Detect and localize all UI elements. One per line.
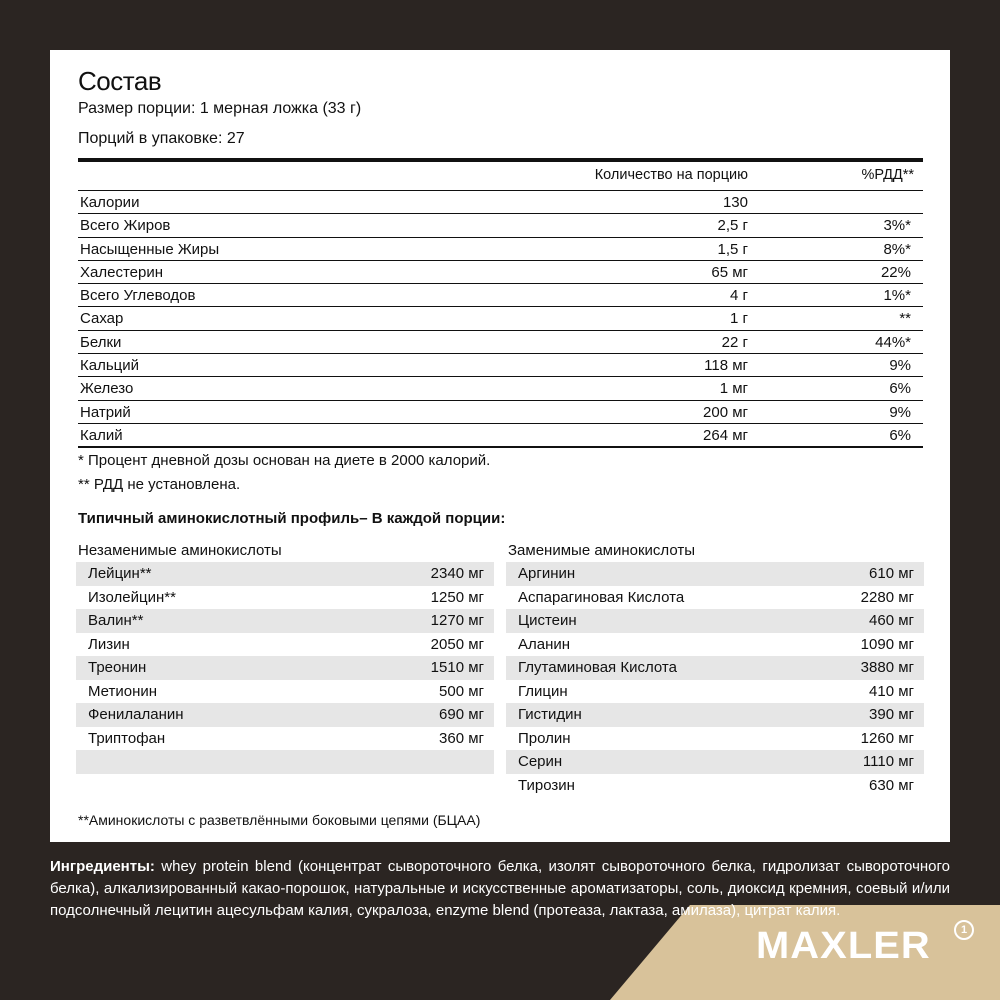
amino-profile-title: Типичный аминокислотный профиль– В каждой порции:: [78, 510, 506, 527]
nutrient-name: Насыщенные Жиры: [80, 240, 220, 258]
nutrient-dv: 1%*: [883, 287, 911, 305]
nutrition-row: [78, 424, 923, 448]
nutrition-row: [78, 331, 923, 354]
amino-row: [506, 774, 924, 798]
nutrition-table: [78, 158, 923, 448]
nutrient-name: Железо: [80, 380, 134, 398]
amino-value: 2340 мг: [430, 565, 484, 582]
amino-value: 690 мг: [439, 706, 484, 723]
ingredients-text: [50, 856, 950, 922]
amino-name: Пролин: [518, 729, 571, 747]
amino-value: 500 мг: [439, 682, 484, 700]
nutrient-name: Халестерин: [80, 263, 163, 281]
amino-name: Триптофан: [88, 729, 166, 747]
essential-amino-heading: Незаменимые аминокислоты: [78, 542, 282, 559]
essential-amino-table: [76, 542, 494, 774]
amino-row: [76, 727, 494, 751]
nutrition-table-body: [78, 191, 923, 448]
maxler-logo: MAXLER: [756, 925, 931, 967]
nutrient-amount: 1 г: [730, 310, 748, 328]
nutrition-table-header: [78, 158, 923, 191]
nutrient-amount: 264 мг: [703, 426, 748, 444]
logo-mark-icon: 1: [954, 920, 974, 940]
amino-name: Глутаминовая Кислота: [518, 659, 677, 676]
composition-panel: [50, 50, 950, 842]
nutrient-amount: 1 мг: [719, 380, 748, 398]
nutrition-row: [78, 191, 923, 214]
amino-value: 460 мг: [869, 612, 914, 629]
amino-row: [506, 633, 924, 657]
amino-value: 1260 мг: [860, 729, 914, 747]
amino-row: [506, 703, 924, 727]
amino-row: [76, 680, 494, 704]
nutrient-dv: 9%: [889, 357, 911, 375]
amino-name: Лизин: [88, 635, 130, 653]
amino-value: 1110 мг: [862, 753, 914, 770]
essential-amino-rows: [76, 562, 494, 774]
amino-value: 1090 мг: [860, 635, 914, 653]
nutrient-dv: 6%: [889, 426, 911, 444]
amino-value: 2050 мг: [430, 635, 484, 653]
nutrient-name: Белки: [80, 333, 122, 351]
ingredients-label: Ингредиенты:: [50, 858, 155, 875]
amino-name: Аланин: [518, 635, 571, 653]
nonessential-amino-heading: Заменимые аминокислоты: [508, 542, 696, 559]
nutrient-amount: 2,5 г: [717, 217, 748, 235]
nutrient-name: Калий: [80, 426, 123, 444]
amino-row: [76, 609, 494, 633]
amino-value: 360 мг: [439, 729, 484, 747]
dv-column-header: %РДД**: [861, 167, 914, 183]
nutrition-row: [78, 214, 923, 237]
nutrient-name: Всего Углеводов: [80, 287, 196, 305]
amino-row: [506, 656, 924, 680]
nutrient-name: Сахар: [80, 310, 124, 328]
servings-per-container: Порций в упаковке: 27: [78, 130, 245, 147]
nutrition-row: [78, 261, 923, 284]
amino-row: [76, 586, 494, 610]
amino-name: Серин: [518, 753, 563, 770]
nutrient-amount: 200 мг: [703, 403, 748, 421]
amino-value: 610 мг: [869, 565, 914, 582]
amino-value: 2280 мг: [860, 588, 914, 606]
amino-row: [76, 656, 494, 680]
amino-row: [76, 703, 494, 727]
amino-value: 390 мг: [869, 706, 914, 723]
page-title: Состав: [78, 66, 162, 96]
nutrition-row: [78, 354, 923, 377]
nutrition-row: [78, 238, 923, 261]
amino-name: Метионин: [88, 682, 158, 700]
nutrient-dv: **: [899, 310, 911, 328]
nutrition-row: [78, 377, 923, 400]
nutrient-name: Всего Жиров: [80, 217, 171, 235]
amino-name: Гистидин: [518, 706, 582, 723]
amino-value: 1510 мг: [430, 659, 484, 676]
nonessential-amino-rows: [506, 562, 924, 797]
ingredients-list: whey protein blend (концентрат сывороточного белка, изолят сывороточного белка, гидролизат сывороточного белка), алкализированный какао-порошок, натуральные и искусственные ароматизаторы, соль, диоксид кремния, соевый и/или подсолнечный лецитин ацесульфам калия, сукралоза, enzyme blend (протеаза, лактаза, амилаза), цитрат калия.: [50, 858, 950, 919]
amino-row: [506, 750, 924, 774]
amino-name: Глицин: [518, 682, 568, 700]
amino-name: Треонин: [88, 659, 147, 676]
nutrient-name: Кальций: [80, 357, 139, 375]
bcaa-footnote: **Аминокислоты с разветвлёнными боковыми цепями (БЦАА): [78, 812, 481, 828]
amino-name: Лейцин**: [88, 565, 152, 582]
nutrient-dv: 6%: [889, 380, 911, 398]
amino-value: 410 мг: [869, 682, 914, 700]
nutrient-name: Натрий: [80, 403, 131, 421]
amino-name: Цистеин: [518, 612, 577, 629]
footnote-daily-value: * Процент дневной дозы основан на диете в 2000 калорий.: [78, 452, 491, 469]
serving-size: Размер порции: 1 мерная ложка (33 г): [78, 100, 362, 117]
amino-row: [506, 680, 924, 704]
nutrient-amount: 118 мг: [704, 357, 748, 375]
footnote-rdd: ** РДД не установлена.: [78, 476, 241, 493]
nutrient-amount: 4 г: [730, 287, 748, 305]
amount-column-header: Количество на порцию: [594, 167, 748, 183]
nutrient-amount: 130: [722, 194, 748, 211]
amino-row: [76, 750, 494, 774]
nutrition-row: [78, 307, 923, 330]
nutrient-dv: 3%*: [883, 217, 911, 235]
amino-row: [506, 586, 924, 610]
nonessential-amino-table: [506, 542, 924, 797]
nutrient-amount: 65 мг: [711, 263, 748, 281]
nutrient-dv: 22%: [880, 263, 911, 281]
nutrient-dv: 9%: [889, 403, 911, 421]
nutrient-amount: 22 г: [721, 333, 748, 351]
nutrient-name: Калории: [80, 194, 140, 211]
amino-row: [506, 727, 924, 751]
nutrient-dv: 44%*: [875, 333, 911, 351]
nutrition-row: [78, 401, 923, 424]
amino-name: Аргинин: [518, 565, 576, 582]
nutrient-dv: 8%*: [883, 240, 911, 258]
nutrition-row: [78, 284, 923, 307]
amino-row: [506, 609, 924, 633]
nutrient-amount: 1,5 г: [717, 240, 748, 258]
amino-value: 1250 мг: [430, 588, 484, 606]
amino-row: [506, 562, 924, 586]
amino-value: 1270 мг: [430, 612, 484, 629]
amino-value: 630 мг: [869, 776, 914, 794]
amino-row: [76, 633, 494, 657]
amino-name: Аспарагиновая Кислота: [518, 588, 685, 606]
amino-name: Валин**: [88, 612, 144, 629]
amino-name: Фенилаланин: [88, 706, 184, 723]
amino-name: Тирозин: [518, 776, 575, 794]
amino-name: Изолейцин**: [88, 588, 176, 606]
amino-value: 3880 мг: [860, 659, 914, 676]
amino-row: [76, 562, 494, 586]
